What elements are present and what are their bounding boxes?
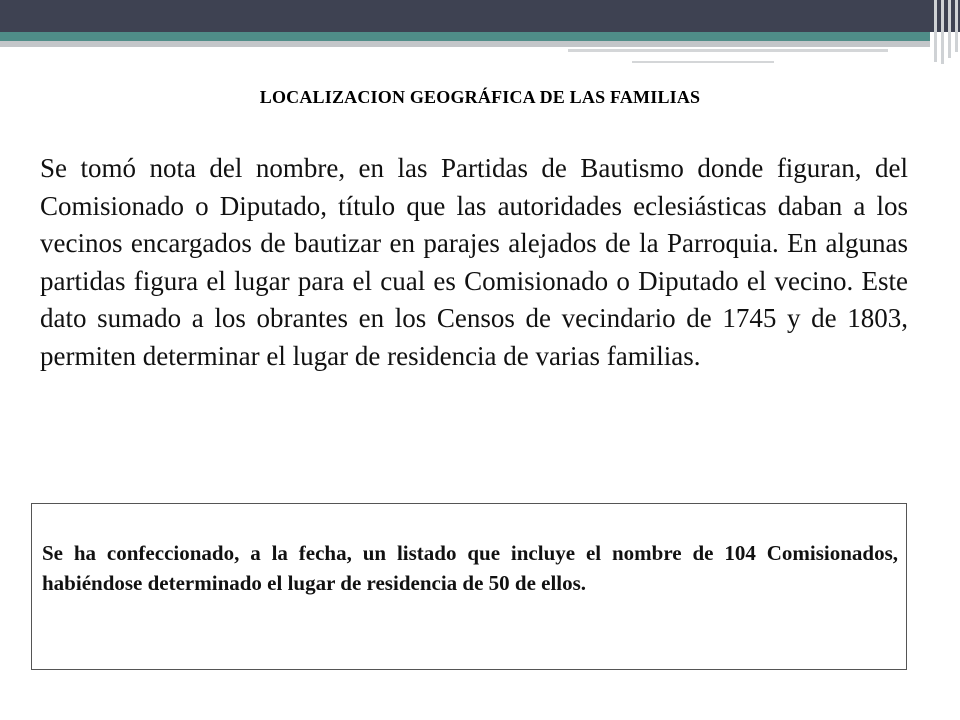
decorative-stripe — [955, 0, 958, 52]
note-text: Se ha confeccionado, a la fecha, un listado que incluye el nombre de 104 Comisionados, habiéndose determinado el lugar de residencia de 50 de ellos. — [42, 541, 898, 595]
decorative-stripe — [934, 0, 937, 62]
header-bar-dark — [0, 0, 960, 32]
slide-title: LOCALIZACION GEOGRÁFICA DE LAS FAMILIAS — [259, 87, 701, 107]
decorative-line — [568, 49, 888, 52]
note-box — [31, 503, 907, 670]
decorative-line — [632, 61, 774, 63]
header-bar-teal — [0, 32, 930, 41]
decorative-stripe — [948, 0, 951, 58]
body-paragraph: Se tomó nota del nombre, en las Partidas de Bautismo donde figuran, del Comisionado o Diputado, título que las autoridades eclesiásticas daban a los vecinos encargados de bautizar en parajes alejados de la Parroquia. En algunas partidas figura el lugar para el cual es Comisionado o Diputado el vecino. Este dato sumado a los obrantes en los Censos de vecindario de 1745 y de 1803, permiten determinar el lugar de residencia de varias familias. — [40, 153, 908, 371]
header-bar-gray — [0, 41, 930, 47]
decorative-stripe — [941, 0, 944, 64]
